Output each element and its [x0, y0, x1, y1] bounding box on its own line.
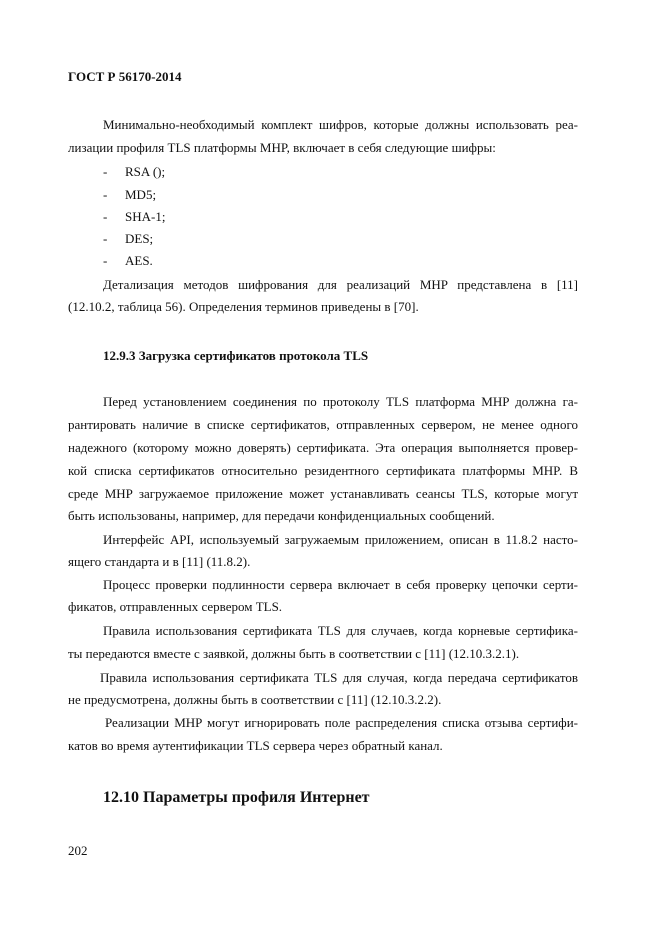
paragraph-line: Реализации MHP могут игнорировать поле распределения списка отзыва сертифи- — [105, 715, 578, 730]
paragraph-line: кой списка сертификатов относительно резидентного сертификата платформы MHP. В — [68, 463, 578, 478]
paragraph-line: Интерфейс API, используемый загружаемым приложением, описан в 11.8.2 насто- — [103, 532, 578, 547]
paragraph-line: Перед установлением соединения по протоколу TLS платформа MHP должна га- — [103, 394, 578, 409]
paragraph-line: быть использованы, например, для передачи конфиденциальных сообщений. — [68, 508, 495, 523]
list-item-text: MD5; — [125, 187, 157, 202]
paragraph-line: (12.10.2, таблица 56). Определения терминов приведены в [70]. — [68, 299, 419, 314]
paragraph-line: Правила использования сертификата TLS для случаев, когда корневые сертифика- — [103, 623, 578, 638]
list-marker: - — [103, 253, 108, 268]
document-header: ГОСТ Р 56170-2014 — [68, 69, 182, 84]
paragraph-line: катов во время аутентификации TLS сервера через обратный канал. — [68, 738, 443, 753]
list-marker: - — [103, 164, 108, 179]
paragraph-line: рантировать наличие в списке сертификатов, отправленных сервером, не менее одного — [68, 417, 578, 432]
list-item — [103, 187, 613, 203]
paragraph-line: Детализация методов шифрования для реализаций MHP представлена в [11] — [103, 277, 578, 292]
list-item-text: SHA-1; — [125, 209, 166, 224]
list-item — [103, 164, 613, 180]
section-heading-12-10: 12.10 Параметры профиля Интернет — [103, 789, 370, 806]
list-item — [103, 231, 613, 247]
list-item — [103, 209, 613, 225]
paragraph-line: Минимально-необходимый комплект шифров, которые должны использовать реа- — [103, 117, 578, 132]
paragraph-line: фикатов, отправленных сервером TLS. — [68, 599, 283, 614]
list-item-text: DES; — [125, 231, 154, 246]
paragraph-line: не предусмотрена, должны быть в соответствии с [11] (12.10.3.2.2). — [68, 692, 442, 707]
paragraph-line: Процесс проверки подлинности сервера включает в себя проверку цепочки серти- — [103, 577, 578, 592]
list-marker: - — [103, 231, 108, 246]
list-marker: - — [103, 187, 108, 202]
page-number: 202 — [68, 843, 88, 858]
list-marker: - — [103, 209, 108, 224]
list-item — [103, 253, 613, 269]
paragraph-line: лизации профиля TLS платформы MHP, включает в себя следующие шифры: — [68, 140, 496, 155]
list-item-text: AES. — [125, 253, 153, 268]
paragraph-line: ящего стандарта и в [11] (11.8.2). — [68, 554, 251, 569]
list-item-text: RSA (); — [125, 164, 166, 179]
paragraph-line: Правила использования сертификата TLS для случая, когда передача сертификатов — [100, 670, 578, 685]
paragraph-line: ты передаются вместе с заявкой, должны быть в соответствии с [11] (12.10.3.2.1). — [68, 646, 520, 661]
paragraph-line: надежного (которому можно доверять) сертификата. Эта операция выполняется провер- — [68, 440, 578, 455]
section-heading-12-9-3: 12.9.3 Загрузка сертификатов протокола TLS — [103, 348, 369, 363]
paragraph-line: среде MHP загружаемое приложение может устанавливать сеансы TLS, которые могут — [68, 486, 578, 501]
